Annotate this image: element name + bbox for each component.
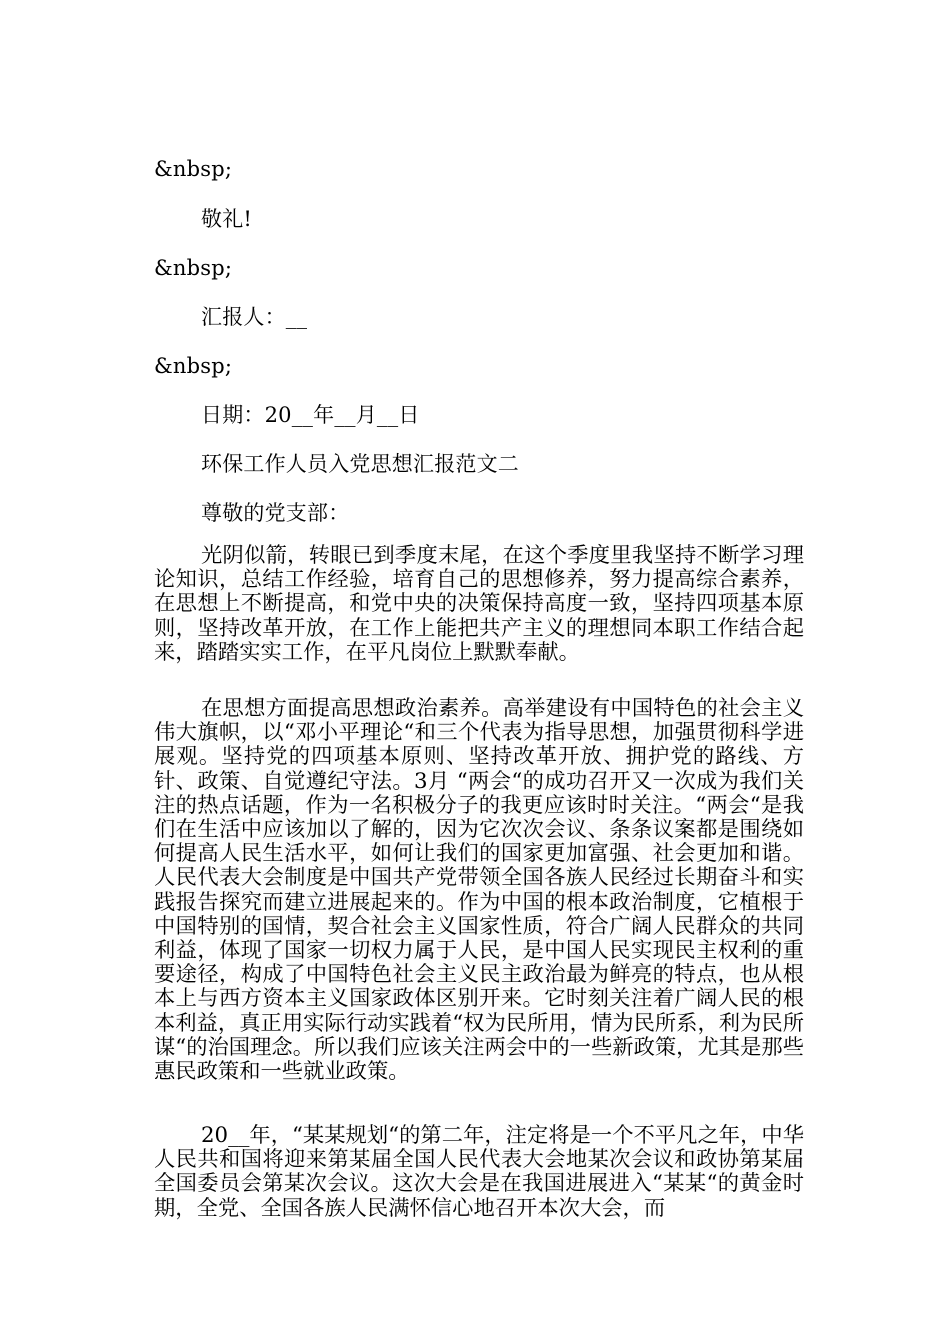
- closing-salutation: 敬礼!: [201, 207, 253, 231]
- date-line: 日期：20__年__月__日: [201, 403, 420, 427]
- reporter-line: 汇报人：__: [201, 305, 308, 329]
- nbsp-placeholder-line: &nbsp;: [154, 354, 233, 378]
- body-paragraph: 在思想方面提高思想政治素养。高举建设有中国特色的社会主义伟大旗帜，以“邓小平理论“和三个代表为指导思想，加强贯彻科学进展观。坚持党的四项基本原则、坚持改革开放、拥护党的路线、方针、政策、自觉遵纪守法。3月 “两会“的成功召开又一次成为我们关注的热点话题，作为一名积极分子的我更应该时时关注。“两会“是我们在生活中应该加以了解的，因为它次次会议、条条议案都是围绕如何提高人民生活水平，如何让我们的国家更加富强、社会更加和谐。人民代表大会制度是中国共产党带领全国各族人民经过长期奋斗和实践报告探究而建立进展起来的。作为中国的根本政治制度，它植根于中国特别的国情，契合社会主义国家性质，符合广阔人民群众的共同利益，体现了国家一切权力属于人民，是中国人民实现民主权利的重要途径，构成了中国特色社会主义民主政治最为鲜亮的特点，也从根本上与西方资本主义国家政体区别开来。它时刻关注着广阔人民的根本利益，真正用实际行动实践着“权为民所用，情为民所系，利为民所谋“的治国理念。所以我们应该关注两会中的一些新政策，尤其是那些惠民政策和一些就业政策。: [154, 696, 804, 1085]
- nbsp-placeholder-line: &nbsp;: [154, 256, 233, 280]
- body-paragraph: 光阴似箭，转眼已到季度末尾，在这个季度里我坚持不断学习理论知识，总结工作经验，培育自己的思想修养，努力提高综合素养，在思想上不断提高，和党中央的决策保持高度一致，坚持四项基本原则，坚持改革开放，在工作上能把共产主义的理想同本职工作结合起来，踏踏实实工作，在平凡岗位上默默奉献。: [154, 543, 804, 665]
- section-title: 环保工作人员入党思想汇报范文二: [201, 452, 519, 476]
- body-paragraph: 20__年，“某某规划“的第二年，注定将是一个不平凡之年，中华人民共和国将迎来第某届全国人民代表大会地某次会议和政协第某届全国委员会第某次会议。这次大会是在我国进展进入“某某“的黄金时期，全党、全国各族人民满怀信心地召开本次大会，而: [154, 1123, 804, 1221]
- greeting-line: 尊敬的党支部：: [201, 501, 350, 525]
- nbsp-placeholder-line: &nbsp;: [154, 157, 233, 181]
